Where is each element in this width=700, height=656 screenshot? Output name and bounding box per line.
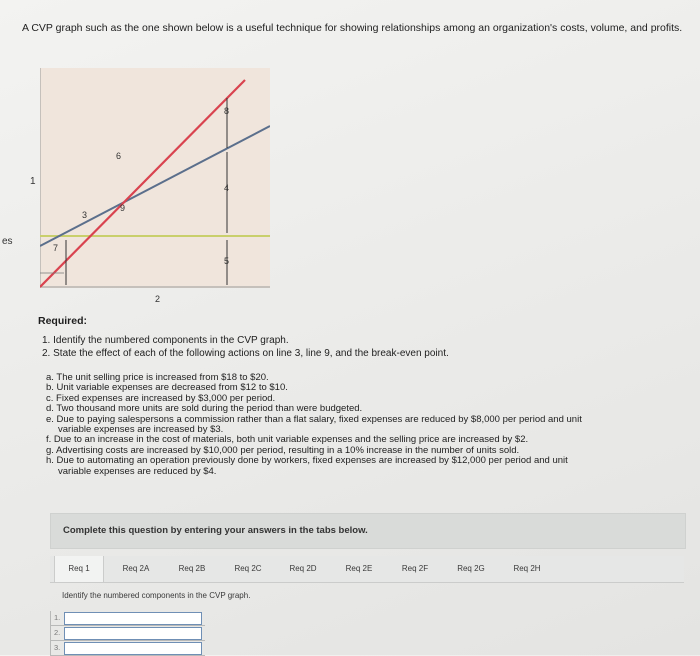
required-heading: Required: xyxy=(38,315,88,327)
action-c: c. Fixed expenses are increased by $3,000 per period. xyxy=(46,392,276,404)
action-g: g. Advertising costs are increased by $10,000 per period, resulting in a 10% increase in the number of units sold. xyxy=(46,444,520,456)
graph-background xyxy=(40,68,270,288)
label-6: 6 xyxy=(116,151,122,161)
cvp-graph xyxy=(40,68,270,288)
tab-req-2b[interactable]: Req 2B xyxy=(178,564,206,573)
step-2: 2. State the effect of each of the following actions on line 3, line 9, and the break-even point. xyxy=(42,348,449,359)
label-8: 8 xyxy=(224,106,230,116)
action-a: a. The unit selling price is increased from $18 to $20. xyxy=(46,372,269,383)
answer-input-2[interactable] xyxy=(64,627,202,640)
tab-req-2h[interactable]: Req 2H xyxy=(513,564,541,573)
action-e: e. Due to paying salespersons a commission rather than a flat salary, fixed expenses are reduced by $8,000 per period and unit xyxy=(46,413,582,425)
tab-req-2f[interactable]: Req 2F xyxy=(401,564,429,573)
banner-text: Complete this question by entering your answers in the tabs below. xyxy=(63,525,368,536)
tab-req-2a[interactable]: Req 2A xyxy=(122,564,150,573)
required-steps xyxy=(42,334,449,360)
row-number: 3. xyxy=(54,643,61,652)
intro-text: A CVP graph such as the one shown below is a useful technique for showing relationships among an organization's costs, volume, and profits. xyxy=(22,22,683,34)
label-2-below: 2 xyxy=(155,294,161,304)
label-9: 9 xyxy=(120,203,126,213)
action-b: b. Unit variable expenses are decreased from $12 to $10. xyxy=(46,382,288,394)
tab-req-2e[interactable]: Req 2E xyxy=(345,564,373,573)
tab-req-2c[interactable]: Req 2C xyxy=(234,564,262,573)
tab-instruction: Identify the numbered components in the CVP graph. xyxy=(62,591,251,600)
row-number: 1. xyxy=(54,613,61,622)
action-d: d. Two thousand more units are sold during the period than were budgeted. xyxy=(46,403,363,415)
cropped-edge-text: es xyxy=(2,236,13,247)
row-number: 2. xyxy=(54,628,61,637)
actions-list xyxy=(46,373,686,477)
answer-row xyxy=(50,641,205,656)
answer-table xyxy=(50,611,205,656)
tab-req-2d[interactable]: Req 2D xyxy=(289,564,317,573)
label-3: 3 xyxy=(82,210,88,220)
answer-row xyxy=(50,611,205,626)
req-tabs xyxy=(50,556,684,583)
tab-req-2g[interactable]: Req 2G xyxy=(457,564,485,573)
answer-input-3[interactable] xyxy=(64,642,202,655)
action-e-continued: variable expenses are increased by $3. xyxy=(58,424,224,436)
label-4: 4 xyxy=(224,183,230,193)
label-5: 5 xyxy=(224,256,230,266)
action-h: h. Due to automating an operation previously done by workers, fixed expenses are increased by $12,000 per period and unit xyxy=(46,455,568,467)
label-7: 7 xyxy=(53,243,59,253)
action-f: f. Due to an increase in the cost of materials, both unit variable expenses and the selling price are increased by $2. xyxy=(46,434,529,446)
answer-row xyxy=(50,626,205,641)
answer-input-1[interactable] xyxy=(64,612,202,625)
instructions-banner xyxy=(50,513,686,549)
axis-marker: 1 xyxy=(30,176,36,187)
tab-req-1[interactable]: Req 1 xyxy=(54,556,104,582)
action-h-continued: variable expenses are reduced by $4. xyxy=(58,465,217,477)
step-1: 1. Identify the numbered components in the CVP graph. xyxy=(42,335,289,346)
cvp-graph-svg xyxy=(40,68,270,288)
